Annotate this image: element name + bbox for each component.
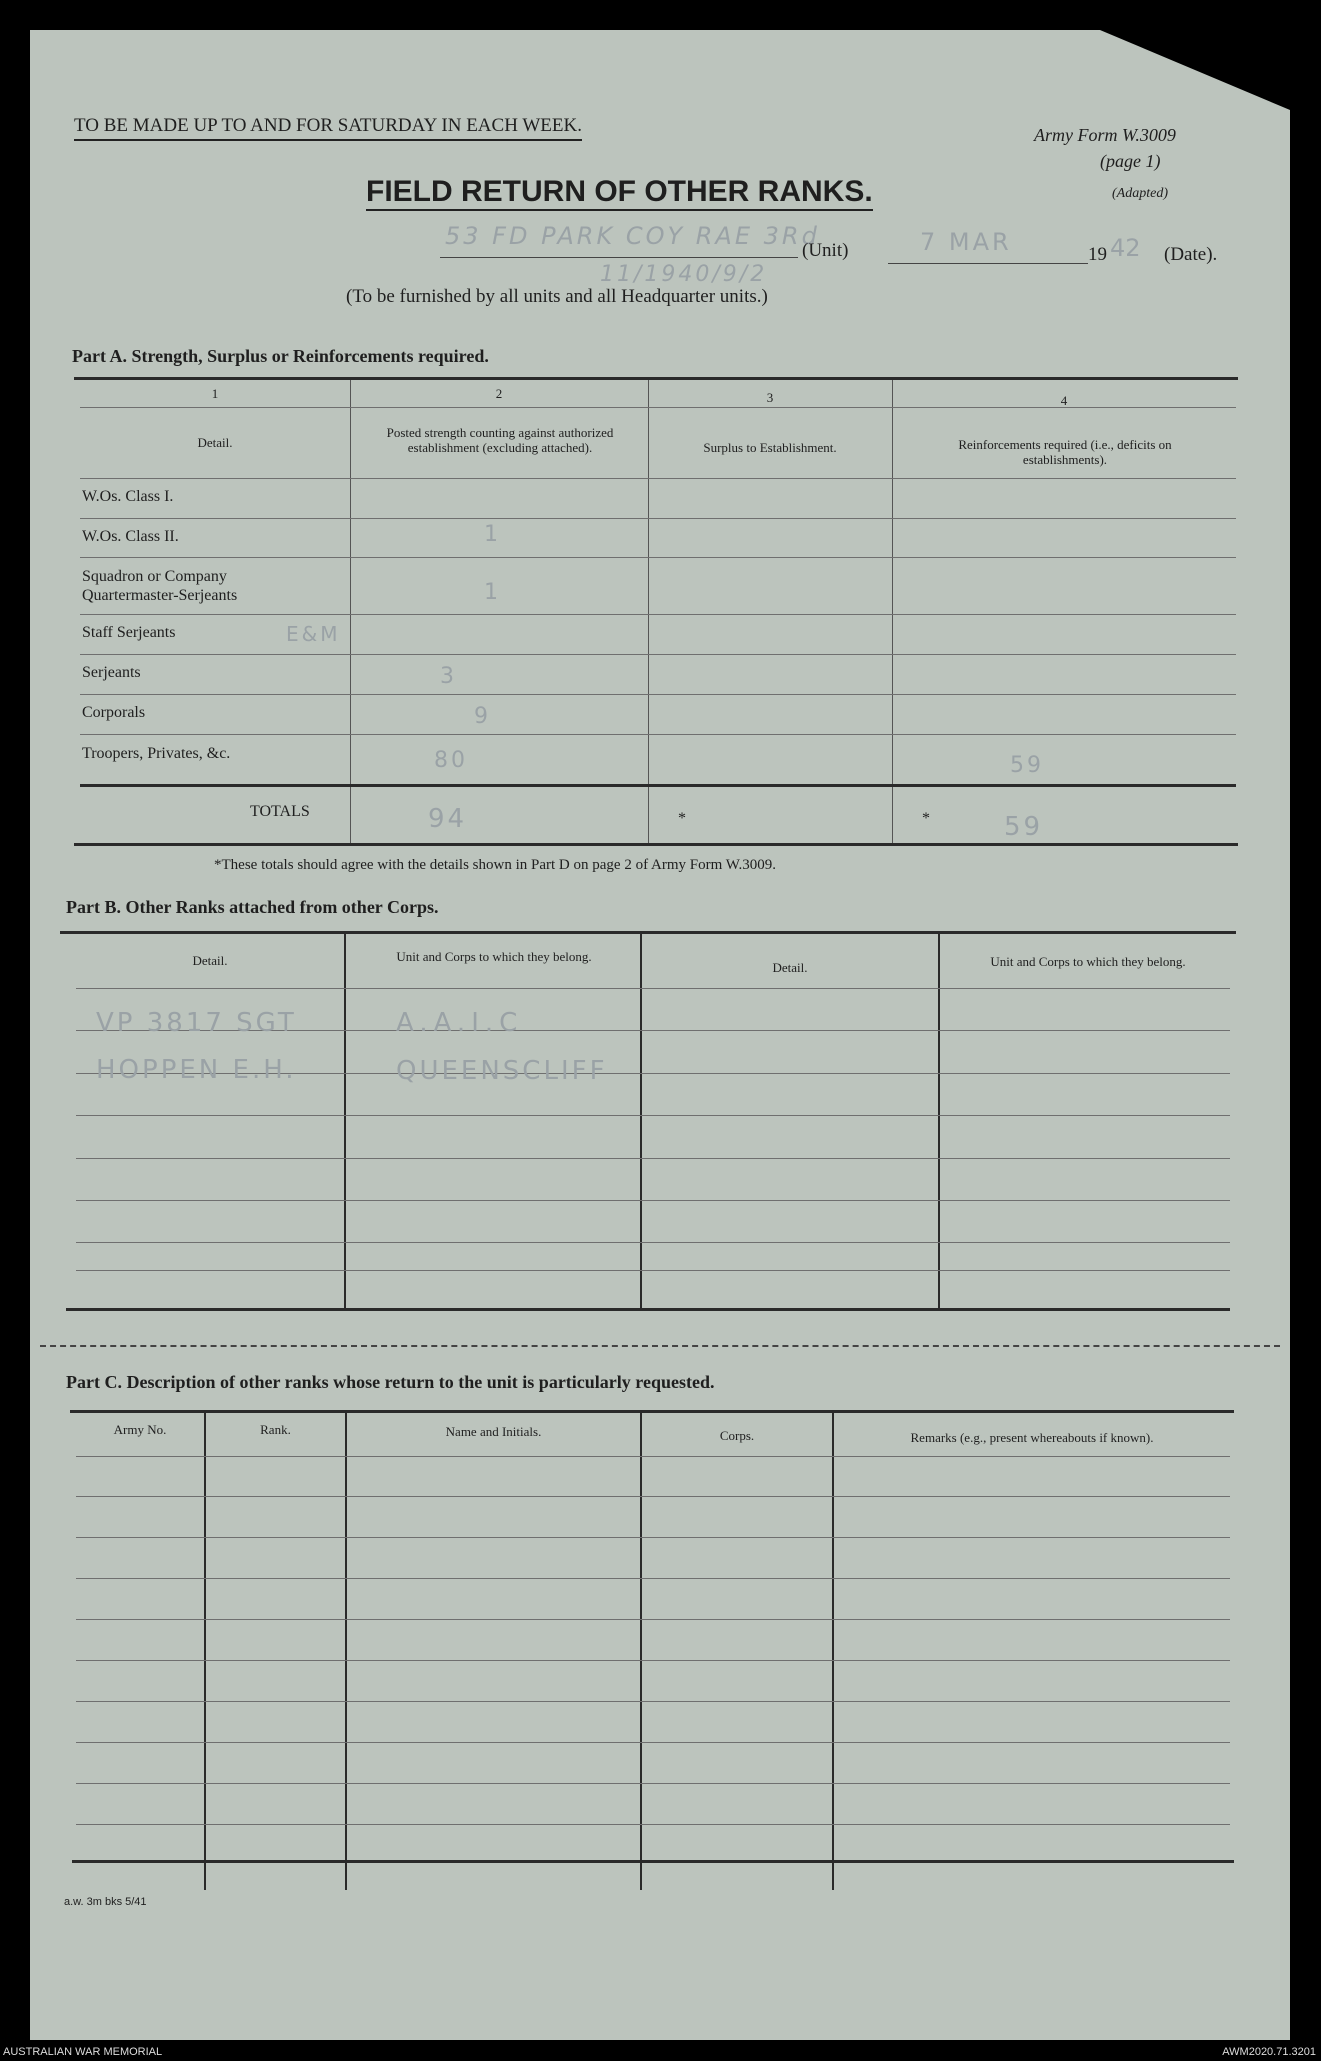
col-num-4: 4 [1060,393,1068,408]
row-note-em: E&M [286,622,341,646]
part-b-header-unit-1: Unit and Corps to which they belong. [396,949,592,964]
print-code: a.w. 3m bks 5/41 [64,1896,147,1908]
totals-reinf: 59 [1004,812,1044,842]
col-header-surplus: Surplus to Establishment. [703,440,837,455]
part-a-heading: Part A. Strength, Surplus or Reinforcements required. [72,346,489,366]
archive-id: AWM2020.71.3201 [1222,2046,1316,2058]
row-detail-staff-serjeants: Staff Serjeants [82,624,176,641]
row-detail-cqms [82,567,322,605]
row-detail-wo1: W.Os. Class I. [82,488,174,505]
part-b-top-rule [60,931,1236,934]
row-posted-cqms: 1 [484,580,501,605]
row-posted-serjeants: 3 [440,664,457,689]
row-detail-cqms-text: Squadron or Company Quartermaster-Serjeants [82,568,238,604]
row-detail-corporals: Corporals [82,704,146,721]
part-b-corps-line-2: QUEENSCLIFF [396,1056,608,1086]
col-num-1: 1 [211,386,219,401]
col-header-detail: Detail. [197,435,233,450]
part-a-top-rule [74,377,1238,380]
row-detail-serjeants: Serjeants [82,664,141,681]
form-page: (page 1) [1100,151,1161,171]
torn-corner [1100,30,1290,110]
unit-line [440,257,798,258]
part-b-header-unit-2: Unit and Corps to which they belong. [990,954,1186,969]
part-b-entry-line-1: VP 3817 SGT [96,1008,297,1038]
totals-posted: 94 [428,804,468,834]
col-num-2: 2 [495,386,503,401]
date-day-handwritten: 7 MAR [920,228,1012,256]
totals-reinf-star: * [922,810,930,827]
archive-credit: AUSTRALIAN WAR MEMORIAL [3,2046,163,2058]
part-b-heading: Part B. Other Ranks attached from other Corps. [66,897,439,917]
part-b-header-detail-1: Detail. [192,953,228,968]
date-label: (Date). [1164,244,1218,265]
row-posted-troopers: 80 [434,748,468,773]
date-line [888,263,1088,264]
col-num-3: 3 [766,390,774,405]
col-header-reinforcements: Reinforcements required (i.e., deficits on establishments). [958,437,1172,467]
unit-handwritten: 53 FD PARK COY RAE 3Rd [445,222,820,250]
furnished-note: (To be furnished by all units and all Headquarter units.) [346,286,768,307]
instruction-text: TO BE MADE UP TO AND FOR SATURDAY IN EACH WEEK. [74,115,582,141]
part-a-footnote: *These totals should agree with the details shown in Part D on page 2 of Army Form W.3009. [214,857,777,873]
col-header-posted: Posted strength counting against authorized establishment (excluding attached). [386,425,614,455]
tear-off-line [40,1345,1280,1347]
part-b-header-detail-2: Detail. [772,960,808,975]
unit-ref-handwritten: 11/1940/9/2 [600,262,768,287]
year-handwritten: 42 [1110,234,1141,262]
page-title: FIELD RETURN OF OTHER RANKS. [366,175,873,211]
part-c-header-army-no: Army No. [113,1422,167,1437]
part-c-header-remarks: Remarks (e.g., present whereabouts if known). [910,1430,1154,1445]
part-c-header-rank: Rank. [260,1422,291,1437]
row-posted-corporals: 9 [474,704,491,729]
unit-label: (Unit) [802,240,849,261]
part-c-header-corps: Corps. [719,1428,755,1443]
part-b-corps-line-1: A.A.I.C [396,1008,524,1038]
row-posted-wo2: 1 [484,522,501,547]
part-c-heading: Part C. Description of other ranks whose return to the unit is particularly requested. [66,1372,715,1392]
row-reinf-troopers: 59 [1010,753,1044,778]
part-c-header-name: Name and Initials. [445,1424,542,1439]
totals-surplus-star: * [678,810,686,827]
row-detail-troopers: Troopers, Privates, &c. [82,745,231,762]
part-b-entry-line-2: HOPPEN E.H. [96,1055,297,1085]
row-detail-wo2: W.Os. Class II. [82,528,179,545]
year-prefix: 19 [1088,244,1107,265]
form-adapted: (Adapted) [1112,186,1168,201]
totals-label: TOTALS [250,803,310,820]
form-number: Army Form W.3009 [1034,125,1176,145]
part-c-top-rule [70,1410,1234,1413]
